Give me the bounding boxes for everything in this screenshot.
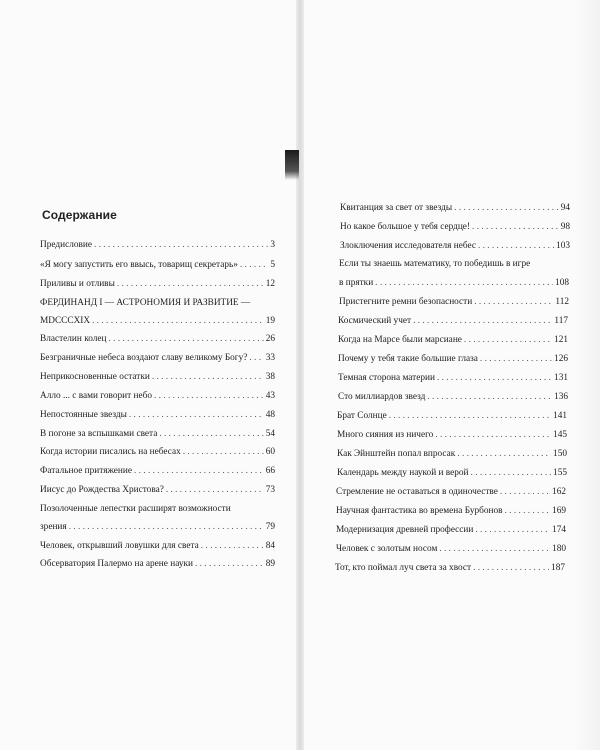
dot-leader (500, 487, 550, 498)
dot-leader (152, 372, 264, 383)
toc-entry-page: 174 (552, 525, 566, 535)
dot-leader (117, 279, 264, 290)
toc-entry-page: 150 (553, 449, 567, 459)
toc-entry-page: 94 (560, 203, 570, 213)
toc-entry-title: Сто миллиардов звезд (338, 392, 426, 402)
toc-entry-page: 155 (553, 468, 567, 478)
toc-entry (40, 316, 275, 328)
page-edge-shadow (574, 0, 600, 750)
toc-entry (337, 430, 567, 442)
toc-entry-title: Когда на Марсе были марсиане (338, 335, 462, 345)
toc-entry (40, 260, 275, 272)
toc-entry-page: 48 (265, 410, 275, 420)
toc-entry-page: 98 (560, 222, 570, 232)
dot-leader (69, 522, 264, 533)
dot-leader (94, 240, 268, 251)
dot-leader (154, 391, 264, 402)
toc-entry-page: 141 (553, 411, 567, 421)
toc-entry (40, 391, 275, 403)
toc-entry-page: 89 (265, 559, 275, 569)
toc-entry-page: 131 (554, 373, 568, 383)
toc-entry-title: Космический учет (338, 316, 412, 326)
toc-entry (336, 487, 566, 499)
toc-entry-page: 187 (551, 563, 565, 573)
toc-entry-title: Когда истории писались на небесах (40, 447, 181, 457)
dot-leader (505, 506, 551, 517)
dot-leader (159, 429, 263, 440)
dot-leader (472, 222, 559, 233)
toc-entry-title: Тот, кто поймал луч света за хвост (335, 563, 472, 573)
toc-entry-title: Предисловие (40, 240, 92, 250)
toc-entry-page: 162 (552, 487, 566, 497)
toc-entry-page: 5 (270, 260, 275, 270)
toc-entry-title: Алло ... с вами говорит небо (40, 391, 152, 401)
toc-entry-title: Пристегните ремни безопасности (339, 297, 473, 307)
toc-entry (339, 278, 569, 290)
toc-entry-page: 66 (265, 466, 275, 476)
toc-entry (339, 297, 569, 309)
toc-entry-title: Неприкосновенные остатки (40, 372, 150, 382)
toc-entry-title: Почему у тебя такие большие глаза (338, 354, 478, 364)
book-spine-shadow (285, 150, 299, 180)
dot-leader (240, 260, 268, 271)
dot-leader (201, 541, 264, 552)
toc-entry-title: Модернизация древней профессии (336, 525, 474, 535)
toc-entry (338, 316, 568, 328)
dot-leader (473, 563, 549, 574)
toc-entry-title: Календарь между наукой и верой (337, 468, 469, 478)
toc-entry-title: MDCCCXIX (40, 316, 91, 326)
toc-entry-title-line1: ФЕРДИНАНД I — АСТРОНОМИЯ И РАЗВИТИЕ — (40, 298, 251, 308)
toc-entry-title-line1: Если ты знаешь математику, то победишь в игре (339, 259, 531, 269)
toc-entry (336, 544, 566, 556)
toc-entry-title: Как Эйнштейн попал впросак (337, 449, 456, 459)
toc-entry-title: Безграничные небеса воздают славу великому Богу? (40, 353, 248, 363)
toc-heading: Содержание (42, 208, 117, 222)
toc-entry-page: 79 (265, 522, 275, 532)
dot-leader (375, 278, 553, 289)
toc-entry (338, 335, 568, 347)
toc-entry-title: Властелин колец (40, 334, 107, 344)
toc-entry-title: Брат Солнце (337, 411, 387, 421)
toc-entry-title: в прятки (339, 278, 374, 288)
toc-entry (337, 411, 567, 423)
toc-entry (40, 447, 275, 459)
dot-leader (389, 411, 551, 422)
toc-entry-title: Человек с золотым носом (336, 544, 438, 554)
toc-entry-page: 43 (265, 391, 275, 401)
toc-entry (340, 241, 570, 253)
toc-entry-title: Но какое большое у тебя сердце! (340, 222, 471, 232)
toc-entry (336, 506, 566, 518)
toc-entry-title: Фатальное притяжение (40, 466, 133, 476)
dot-leader (474, 297, 553, 308)
dot-leader (475, 525, 550, 536)
toc-entry-title-line1: Позолоченные лепестки расширят возможности (40, 504, 231, 514)
toc-entry (40, 353, 275, 365)
dot-leader (129, 410, 264, 421)
toc-entry-title: Приливы и отливы (40, 279, 115, 289)
toc-entry-title: В погоне за вспышками света (40, 429, 158, 439)
toc-entry (40, 485, 275, 497)
dot-leader (92, 316, 264, 327)
toc-entry-title: «Я могу запустить его ввысь, товарищ секретарь» (40, 260, 238, 270)
dot-leader (109, 334, 264, 345)
toc-entry-page: 112 (555, 297, 569, 307)
toc-entry-title: Темная сторона материи (338, 373, 435, 383)
toc-entry (40, 429, 275, 441)
toc-entry-page: 121 (554, 335, 568, 345)
dot-leader (249, 353, 263, 364)
toc-entry-page: 60 (265, 447, 275, 457)
toc-entry-page: 117 (554, 316, 568, 326)
left-page (0, 0, 298, 750)
toc-entry (338, 392, 568, 404)
dot-leader (437, 373, 552, 384)
dot-leader (183, 447, 264, 458)
toc-entry-page: 169 (552, 506, 566, 516)
toc-entry-page: 12 (265, 279, 275, 289)
dot-leader (435, 430, 551, 441)
toc-entry-page: 126 (554, 354, 568, 364)
dot-leader (480, 354, 552, 365)
toc-entry-page: 38 (265, 372, 275, 382)
toc-entry-page: 19 (265, 316, 275, 326)
toc-entry (338, 373, 568, 385)
toc-entry (40, 372, 275, 384)
toc-entry-page: 103 (556, 241, 570, 251)
toc-entry-title: Обсерватория Палермо на арене науки (40, 559, 193, 569)
toc-entry (40, 279, 275, 291)
dot-leader (427, 392, 552, 403)
book-gutter (296, 0, 304, 750)
toc-entry (40, 334, 275, 346)
toc-entry (40, 240, 275, 252)
toc-entry-title: Иисус до Рождества Христова? (40, 485, 164, 495)
dot-leader (464, 335, 552, 346)
toc-entry (40, 559, 275, 571)
toc-entry-title: Много сияния из ничего (337, 430, 434, 440)
toc-entry-title: Научная фантастика во времена Бурбонов (336, 506, 503, 516)
dot-leader (413, 316, 552, 327)
toc-entry-page: 3 (270, 240, 275, 250)
toc-entry (336, 525, 566, 537)
toc-entry (40, 522, 275, 534)
toc-entry (340, 203, 570, 215)
dot-leader (134, 466, 264, 477)
toc-entry-page: 180 (552, 544, 566, 554)
dot-leader (439, 544, 550, 555)
toc-entry-title: зрения (40, 522, 67, 532)
toc-entry-page: 73 (265, 485, 275, 495)
toc-entry-page: 145 (553, 430, 567, 440)
dot-leader (457, 449, 551, 460)
toc-entry (40, 410, 275, 422)
toc-entry-page: 54 (265, 429, 275, 439)
toc-entry-page: 136 (554, 392, 568, 402)
toc-entry-title: Непостоянные звезды (40, 410, 127, 420)
toc-entry-title: Злоключения исследователя небес (340, 241, 476, 251)
toc-entry (337, 449, 567, 461)
dot-leader (478, 241, 554, 252)
toc-entry-page: 108 (555, 278, 569, 288)
toc-entry (338, 354, 568, 366)
dot-leader (454, 203, 559, 214)
toc-entry (40, 541, 275, 553)
toc-entry-title: Стремление не оставаться в одиночестве (336, 487, 498, 497)
dot-leader (166, 485, 264, 496)
toc-entry-page: 84 (265, 541, 275, 551)
dot-leader (471, 468, 552, 479)
toc-entry-title: Квитанция за свет от звезды (340, 203, 453, 213)
right-page (302, 0, 600, 750)
toc-entry (340, 222, 570, 234)
toc-entry-page: 26 (265, 334, 275, 344)
dot-leader (195, 559, 264, 570)
toc-entry (40, 466, 275, 478)
toc-entry-title: Человек, открывший ловушки для света (40, 541, 199, 551)
toc-entry (337, 468, 567, 480)
toc-entry-page: 33 (265, 353, 275, 363)
toc-entry (335, 563, 565, 575)
